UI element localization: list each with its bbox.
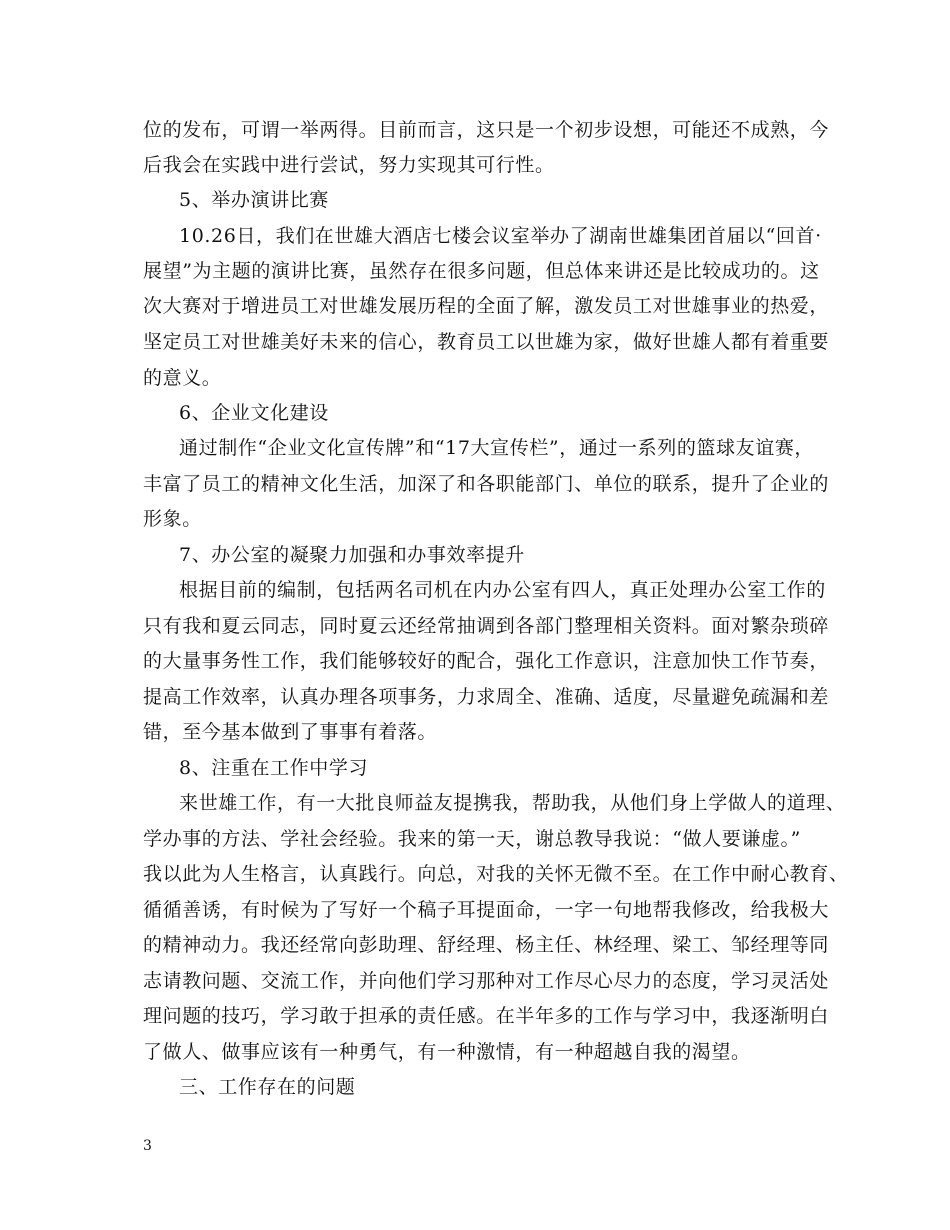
paragraph-line: 形象。 — [143, 508, 202, 530]
section-heading: 6、企业文化建设 — [179, 402, 329, 424]
paragraph-line: 志请教问题、交流工作，并向他们学习那种对工作尽心尽力的态度，学习灵活处 — [143, 970, 830, 992]
paragraph-line: 10.26日，我们在世雄大酒店七楼会议室举办了湖南世雄集团首届以“回首· — [179, 225, 822, 247]
paragraph-line: 理问题的技巧，学习敢于担承的责任感。在半年多的工作与学习中，我逐渐明白 — [143, 1005, 830, 1027]
paragraph-line: 来世雄工作，有一大批良师益友提携我，帮助我，从他们身上学做人的道理、 — [179, 792, 846, 814]
section-heading: 8、注重在工作中学习 — [179, 757, 369, 779]
paragraph-line: 次大赛对于增进员工对世雄发展历程的全面了解，激发员工对世雄事业的热爱， — [143, 295, 830, 317]
paragraph-line: 后我会在实践中进行尝试，努力实现其可行性。 — [143, 154, 555, 176]
paragraph-line: 的大量事务性工作，我们能够较好的配合，强化工作意识，注意加快工作节奏， — [143, 650, 830, 672]
paragraph-line: 展望”为主题的演讲比赛，虽然存在很多问题，但总体来讲还是比较成功的。这 — [143, 260, 820, 282]
paragraph-line: 根据目前的编制，包括两名司机在内办公室有四人，真正处理办公室工作的 — [179, 579, 826, 601]
paragraph-line: 的意义。 — [143, 367, 222, 389]
section-heading: 7、办公室的凝聚力加强和办事效率提升 — [179, 544, 525, 566]
section-heading: 三、工作存在的问题 — [179, 1076, 356, 1098]
paragraph-line: 我以此为人生格言，认真践行。向总，对我的关怀无微不至。在工作中耐心教育、 — [143, 863, 849, 885]
paragraph-line: 通过制作“企业文化宣传牌”和“17大宣传栏”，通过一系列的篮球友谊赛， — [179, 437, 815, 459]
page-number: 3 — [143, 1138, 152, 1154]
paragraph-line: 错，至今基本做到了事事有着落。 — [143, 721, 438, 743]
paragraph-line: 学办事的方法、学社会经验。我来的第一天，谢总教导我说：“做人要谦虚。” — [143, 828, 801, 850]
paragraph-line: 的精神动力。我还经常向彭助理、舒经理、杨主任、林经理、梁工、邹经理等同 — [143, 934, 830, 956]
paragraph-line: 了做人、做事应该有一种勇气，有一种激情，有一种超越自我的渴望。 — [143, 1041, 751, 1063]
paragraph-line: 坚定员工对世雄美好未来的信心，教育员工以世雄为家，做好世雄人都有着重要 — [143, 331, 830, 353]
section-heading: 5、举办演讲比赛 — [179, 189, 329, 211]
paragraph-line: 只有我和夏云同志，同时夏云还经常抽调到各部门整理相关资料。面对繁杂琐碎 — [143, 615, 830, 637]
paragraph-line: 位的发布，可谓一举两得。目前而言，这只是一个初步设想，可能还不成熟，今 — [143, 119, 830, 141]
paragraph-line: 丰富了员工的精神文化生活，加深了和各职能部门、单位的联系，提升了企业的 — [143, 473, 830, 495]
paragraph-line: 提高工作效率，认真办理各项事务，力求周全、准确、适度，尽量避免疏漏和差 — [143, 686, 830, 708]
paragraph-line: 循循善诱，有时候为了写好一个稿子耳提面命，一字一句地帮我修改，给我极大 — [143, 899, 830, 921]
